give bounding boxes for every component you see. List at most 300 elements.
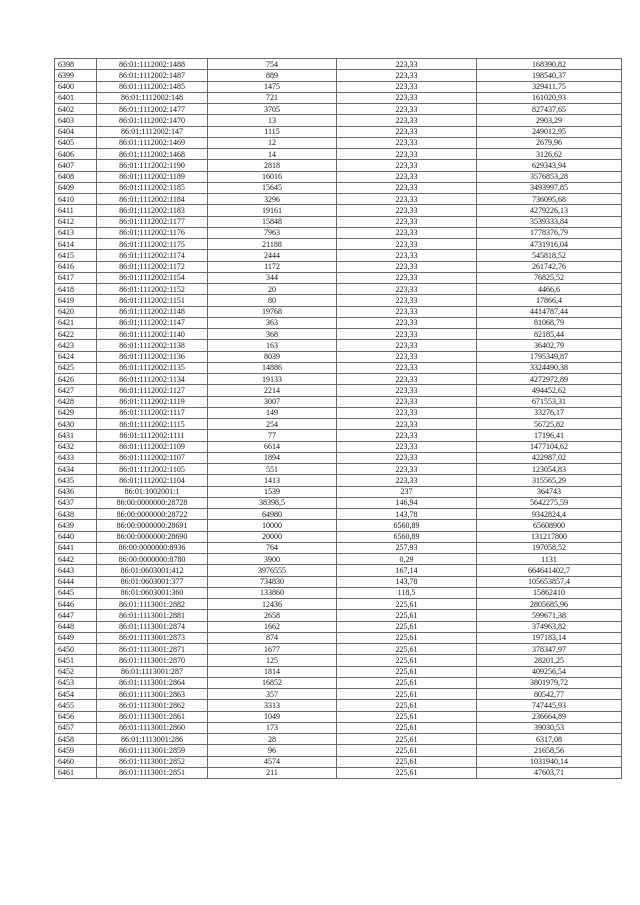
table-row [55,351,622,362]
row-number-cell: 6452 [55,666,97,677]
row-number-cell: 6457 [55,722,97,733]
cadastral-number-cell: 86:01:1112002:1127 [97,385,208,396]
rate-cell: 167,14 [337,565,477,576]
cadastral-number-cell: 86:00:0000000:28690 [97,531,208,542]
rate-cell: 225,61 [337,700,477,711]
value-cell: 47603,71 [477,767,622,778]
row-number-cell: 6441 [55,542,97,553]
cadastral-number-cell: 86:01:1113001:2851 [97,767,208,778]
row-number-cell: 6444 [55,576,97,587]
value-cell: 82185,44 [477,329,622,340]
table-row [55,81,622,92]
cadastral-number-cell: 86:01:1112002:147 [97,126,208,137]
row-number-cell: 6427 [55,385,97,396]
table-row [55,700,622,711]
area-cell: 1172 [208,261,337,272]
rate-cell: 223,33 [337,464,477,475]
value-cell: 131217800 [477,531,622,542]
value-cell: 105653857,4 [477,576,622,587]
table-row [55,407,622,418]
value-cell: 736095,68 [477,194,622,205]
row-number-cell: 6451 [55,655,97,666]
value-cell: 494452,62 [477,385,622,396]
value-cell: 161020,93 [477,92,622,103]
row-number-cell: 6432 [55,441,97,452]
rate-cell: 223,33 [337,385,477,396]
table-row [55,632,622,643]
cadastral-number-cell: 86:01:1112002:1119 [97,396,208,407]
table-row [55,430,622,441]
row-number-cell: 6447 [55,610,97,621]
area-cell: 721 [208,92,337,103]
value-cell: 2903,29 [477,115,622,126]
area-cell: 19133 [208,374,337,385]
rate-cell: 225,61 [337,734,477,745]
area-cell: 10000 [208,520,337,531]
table-row [55,59,622,70]
cadastral-number-cell: 86:01:1112002:1185 [97,182,208,193]
table-row [55,486,622,497]
row-number-cell: 6406 [55,149,97,160]
cadastral-number-cell: 86:01:1113001:2862 [97,700,208,711]
row-number-cell: 6402 [55,104,97,115]
rate-cell: 237 [337,486,477,497]
value-cell: 3324490,38 [477,362,622,373]
row-number-cell: 6411 [55,205,97,216]
row-number-cell: 6417 [55,272,97,283]
cadastral-number-cell: 86:01:1112002:1468 [97,149,208,160]
cadastral-number-cell: 86:01:1113001:286 [97,734,208,745]
rate-cell: 225,61 [337,655,477,666]
table-row [55,194,622,205]
area-cell: 12436 [208,599,337,610]
area-cell: 38398,5 [208,497,337,508]
rate-cell: 223,33 [337,441,477,452]
value-cell: 2679,96 [477,137,622,148]
value-cell: 15862410 [477,587,622,598]
table-row [55,666,622,677]
cadastral-number-cell: 86:01:1112002:1152 [97,284,208,295]
value-cell: 4279226,13 [477,205,622,216]
cadastral-number-cell: 86:01:1112002:1135 [97,362,208,373]
table-row [55,396,622,407]
area-cell: 754 [208,59,337,70]
table-row [55,227,622,238]
area-cell: 19161 [208,205,337,216]
area-cell: 15848 [208,216,337,227]
area-cell: 14 [208,149,337,160]
cadastral-number-cell: 86:01:1112002:1151 [97,295,208,306]
rate-cell: 223,33 [337,182,477,193]
value-cell: 9342824,4 [477,509,622,520]
rate-cell: 225,61 [337,689,477,700]
table-row [55,250,622,261]
row-number-cell: 6412 [55,216,97,227]
row-number-cell: 6414 [55,239,97,250]
value-cell: 80542,77 [477,689,622,700]
table-row [55,216,622,227]
area-cell: 368 [208,329,337,340]
cadastral-number-cell: 86:00:0000000:28691 [97,520,208,531]
rate-cell: 6560,89 [337,520,477,531]
area-cell: 2818 [208,160,337,171]
area-cell: 344 [208,272,337,283]
value-cell: 3576853,28 [477,171,622,182]
table-row [55,340,622,351]
value-cell: 315565,29 [477,475,622,486]
cadastral-number-cell: 86:01:1112002:1115 [97,419,208,430]
table-row [55,587,622,598]
row-number-cell: 6460 [55,756,97,767]
rate-cell: 225,61 [337,610,477,621]
table-row [55,261,622,272]
area-cell: 7963 [208,227,337,238]
value-cell: 65608900 [477,520,622,531]
area-cell: 1814 [208,666,337,677]
table-row [55,419,622,430]
row-number-cell: 6448 [55,621,97,632]
rate-cell: 225,61 [337,632,477,643]
row-number-cell: 6442 [55,554,97,565]
area-cell: 173 [208,722,337,733]
area-cell: 21188 [208,239,337,250]
table-row [55,441,622,452]
table-row [55,542,622,553]
area-cell: 6614 [208,441,337,452]
value-cell: 76825,52 [477,272,622,283]
cadastral-number-cell: 86:01:1112002:1117 [97,407,208,418]
row-number-cell: 6440 [55,531,97,542]
area-cell: 874 [208,632,337,643]
table-row [55,239,622,250]
row-number-cell: 6408 [55,171,97,182]
area-cell: 1539 [208,486,337,497]
value-cell: 39030,53 [477,722,622,733]
area-cell: 3976555 [208,565,337,576]
row-number-cell: 6434 [55,464,97,475]
area-cell: 2214 [208,385,337,396]
row-number-cell: 6429 [55,407,97,418]
cadastral-number-cell: 86:01:1002001:1 [97,486,208,497]
value-cell: 17196,41 [477,430,622,441]
table-row [55,767,622,778]
rate-cell: 146,94 [337,497,477,508]
cadastral-number-cell: 86:00:0000000:8936 [97,542,208,553]
row-number-cell: 6431 [55,430,97,441]
cadastral-number-cell: 86:01:1113001:2864 [97,677,208,688]
value-cell: 197183,14 [477,632,622,643]
table-row [55,689,622,700]
table-row [55,272,622,283]
value-cell: 4731916,04 [477,239,622,250]
cadastral-number-cell: 86:01:1112002:148 [97,92,208,103]
rate-cell: 223,33 [337,295,477,306]
area-cell: 2444 [208,250,337,261]
table-row [55,531,622,542]
cadastral-number-cell: 86:01:1113001:2861 [97,711,208,722]
rate-cell: 118,5 [337,587,477,598]
table-row [55,171,622,182]
area-cell: 20 [208,284,337,295]
value-cell: 81068,79 [477,317,622,328]
area-cell: 163 [208,340,337,351]
value-cell: 1477104,62 [477,441,622,452]
value-cell: 1031940,14 [477,756,622,767]
area-cell: 13 [208,115,337,126]
cadastral-number-cell: 86:01:1112002:1469 [97,137,208,148]
value-cell: 409256,54 [477,666,622,677]
value-cell: 17866,4 [477,295,622,306]
table-row [55,362,622,373]
row-number-cell: 6433 [55,452,97,463]
value-cell: 2805685,96 [477,599,622,610]
value-cell: 4466,6 [477,284,622,295]
value-cell: 4272972,89 [477,374,622,385]
cadastral-number-cell: 86:01:0603001:377 [97,576,208,587]
cadastral-number-cell: 86:01:1112002:1109 [97,441,208,452]
row-number-cell: 6437 [55,497,97,508]
rate-cell: 223,33 [337,137,477,148]
area-cell: 734830 [208,576,337,587]
area-cell: 1475 [208,81,337,92]
cadastral-number-cell: 86:01:1112002:1172 [97,261,208,272]
table-row [55,126,622,137]
row-number-cell: 6438 [55,509,97,520]
cadastral-number-cell: 86:01:1113001:2863 [97,689,208,700]
area-cell: 363 [208,317,337,328]
table-row [55,284,622,295]
rate-cell: 223,33 [337,261,477,272]
area-cell: 19768 [208,306,337,317]
rate-cell: 225,61 [337,621,477,632]
area-cell: 1894 [208,452,337,463]
rate-cell: 223,33 [337,351,477,362]
rate-cell: 223,33 [337,149,477,160]
table-row [55,497,622,508]
value-cell: 629343,94 [477,160,622,171]
table-row [55,711,622,722]
cadastral-number-cell: 86:01:1112002:1138 [97,340,208,351]
value-cell: 374963,82 [477,621,622,632]
table-row [55,565,622,576]
area-cell: 254 [208,419,337,430]
cadastral-number-cell: 86:01:1112002:1190 [97,160,208,171]
value-cell: 378347,97 [477,644,622,655]
cadastral-number-cell: 86:01:1113001:2874 [97,621,208,632]
value-cell: 664641402,7 [477,565,622,576]
row-number-cell: 6407 [55,160,97,171]
value-cell: 249012,95 [477,126,622,137]
value-cell: 1131 [477,554,622,565]
table-row [55,734,622,745]
rate-cell: 223,33 [337,430,477,441]
table-row [55,520,622,531]
rate-cell: 223,33 [337,194,477,205]
row-number-cell: 6420 [55,306,97,317]
table-row [55,554,622,565]
cadastral-number-cell: 86:01:1112002:1136 [97,351,208,362]
area-cell: 3900 [208,554,337,565]
cadastral-number-cell: 86:01:1112002:1134 [97,374,208,385]
table-row [55,374,622,385]
rate-cell: 223,33 [337,92,477,103]
rate-cell: 223,33 [337,419,477,430]
table-row [55,385,622,396]
value-cell: 3493997,85 [477,182,622,193]
row-number-cell: 6423 [55,340,97,351]
rate-cell: 223,33 [337,160,477,171]
rate-cell: 6560,89 [337,531,477,542]
cadastral-number-cell: 86:00:0000000:8780 [97,554,208,565]
rate-cell: 223,33 [337,227,477,238]
area-cell: 125 [208,655,337,666]
rate-cell: 0,29 [337,554,477,565]
row-number-cell: 6454 [55,689,97,700]
value-cell: 36402,79 [477,340,622,351]
row-number-cell: 6415 [55,250,97,261]
rate-cell: 223,33 [337,407,477,418]
row-number-cell: 6435 [55,475,97,486]
table-row [55,621,622,632]
rate-cell: 225,61 [337,745,477,756]
rate-cell: 223,33 [337,216,477,227]
cadastral-number-cell: 86:01:1112002:1488 [97,59,208,70]
cadastral-number-cell: 86:01:1113001:2859 [97,745,208,756]
table-row [55,677,622,688]
row-number-cell: 6424 [55,351,97,362]
table-row [55,756,622,767]
row-number-cell: 6413 [55,227,97,238]
cadastral-number-cell: 86:01:0603001:412 [97,565,208,576]
table-row [55,137,622,148]
table-row [55,576,622,587]
value-cell: 671553,31 [477,396,622,407]
value-cell: 364743 [477,486,622,497]
area-cell: 211 [208,767,337,778]
value-cell: 261742,76 [477,261,622,272]
cadastral-number-cell: 86:01:1112002:1147 [97,317,208,328]
rate-cell: 223,33 [337,70,477,81]
rate-cell: 223,33 [337,284,477,295]
table-row [55,329,622,340]
area-cell: 16016 [208,171,337,182]
cadastral-number-cell: 86:01:1113001:2852 [97,756,208,767]
row-number-cell: 6422 [55,329,97,340]
value-cell: 3539333,84 [477,216,622,227]
area-cell: 551 [208,464,337,475]
cadastral-number-cell: 86:00:0000000:28728 [97,497,208,508]
value-cell: 28201,25 [477,655,622,666]
rate-cell: 223,33 [337,205,477,216]
cadastral-number-cell: 86:01:1112002:1104 [97,475,208,486]
value-cell: 545818,52 [477,250,622,261]
area-cell: 3705 [208,104,337,115]
table-row [55,115,622,126]
area-cell: 80 [208,295,337,306]
rate-cell: 223,33 [337,452,477,463]
cadastral-number-cell: 86:01:1112002:1154 [97,272,208,283]
cadastral-number-cell: 86:00:0000000:28722 [97,509,208,520]
table-row [55,317,622,328]
area-cell: 16852 [208,677,337,688]
row-number-cell: 6410 [55,194,97,205]
row-number-cell: 6425 [55,362,97,373]
table-row [55,655,622,666]
cadastral-number-cell: 86:01:1112002:1105 [97,464,208,475]
area-cell: 1413 [208,475,337,486]
row-number-cell: 6421 [55,317,97,328]
cadastral-number-cell: 86:01:1112002:1487 [97,70,208,81]
rate-cell: 225,61 [337,666,477,677]
value-cell: 197058,52 [477,542,622,553]
table-row [55,452,622,463]
cadastral-number-cell: 86:01:1112002:1189 [97,171,208,182]
cadastral-number-cell: 86:01:1112002:1485 [97,81,208,92]
cadastral-number-cell: 86:01:1113001:2871 [97,644,208,655]
rate-cell: 223,33 [337,81,477,92]
cadastral-number-cell: 86:01:1112002:1176 [97,227,208,238]
table-row [55,306,622,317]
row-number-cell: 6401 [55,92,97,103]
row-number-cell: 6418 [55,284,97,295]
table-body [55,59,622,779]
row-number-cell: 6439 [55,520,97,531]
value-cell: 1778376,79 [477,227,622,238]
area-cell: 764 [208,542,337,553]
table-row [55,509,622,520]
rate-cell: 143,78 [337,509,477,520]
row-number-cell: 6400 [55,81,97,92]
area-cell: 96 [208,745,337,756]
cadastral-number-cell: 86:01:1112002:1174 [97,250,208,261]
cadastral-number-cell: 86:01:1113001:2873 [97,632,208,643]
cadastral-number-cell: 86:01:1112002:1140 [97,329,208,340]
value-cell: 198540,37 [477,70,622,81]
value-cell: 236664,89 [477,711,622,722]
area-cell: 12 [208,137,337,148]
row-number-cell: 6453 [55,677,97,688]
area-cell: 4574 [208,756,337,767]
table-row [55,599,622,610]
cadastral-number-cell: 86:01:1112002:1107 [97,452,208,463]
rate-cell: 225,61 [337,756,477,767]
area-cell: 15645 [208,182,337,193]
row-number-cell: 6446 [55,599,97,610]
value-cell: 6317,08 [477,734,622,745]
area-cell: 1662 [208,621,337,632]
row-number-cell: 6416 [55,261,97,272]
rate-cell: 257,93 [337,542,477,553]
value-cell: 5642275,59 [477,497,622,508]
table-row [55,160,622,171]
value-cell: 123054,83 [477,464,622,475]
cadastral-number-cell: 86:01:1113001:2860 [97,722,208,733]
row-number-cell: 6399 [55,70,97,81]
rate-cell: 223,33 [337,362,477,373]
row-number-cell: 6405 [55,137,97,148]
rate-cell: 143,78 [337,576,477,587]
rate-cell: 223,33 [337,306,477,317]
row-number-cell: 6398 [55,59,97,70]
rate-cell: 223,33 [337,126,477,137]
cadastral-number-cell: 86:01:1112002:1184 [97,194,208,205]
table-row [55,475,622,486]
area-cell: 889 [208,70,337,81]
rate-cell: 223,33 [337,272,477,283]
rate-cell: 223,33 [337,475,477,486]
rate-cell: 225,61 [337,767,477,778]
cadastral-number-cell: 86:01:1113001:287 [97,666,208,677]
